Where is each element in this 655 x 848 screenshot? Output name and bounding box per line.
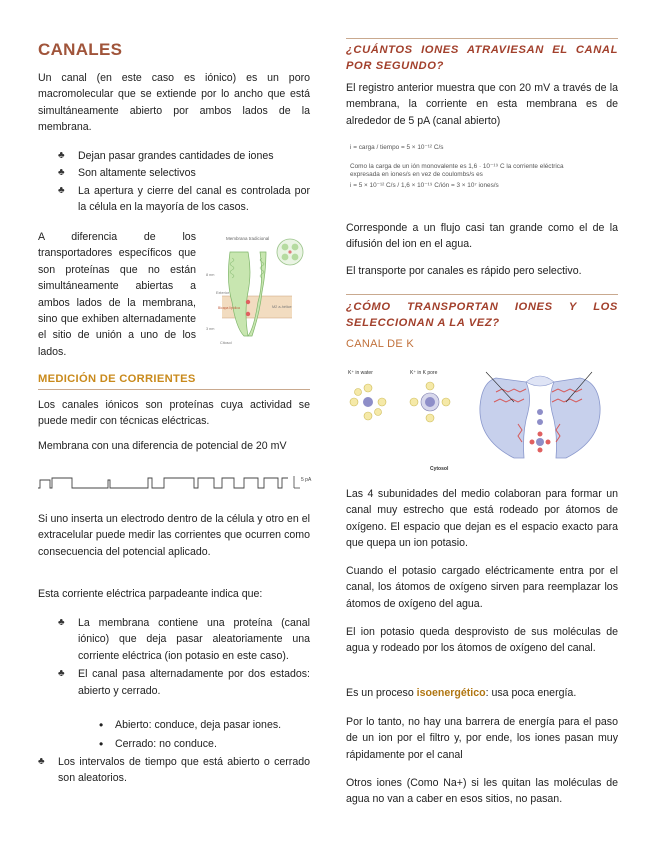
figure-label-top: Membrana tradicional	[226, 236, 270, 241]
section-divider	[38, 389, 310, 390]
cuantos-paragraph-3: El transporte por canales es rápido pero selectivo.	[346, 265, 582, 277]
channel-structure-figure	[204, 232, 308, 360]
k-channel-figure	[346, 362, 614, 474]
list-item: ♣ Dejan pasar grandes cantidades de iones	[78, 148, 310, 164]
figure-label-lipid: Bicapa lipídica	[218, 306, 240, 310]
como-paragraph-4	[346, 685, 618, 701]
isoenergetic-highlight: isoenergético	[416, 687, 486, 699]
pore-k-ion	[410, 382, 450, 422]
list-item: • Abierto: conduce, deja pasar iones.	[115, 717, 310, 733]
section-heading-como-transportan: ¿CÓMO TRANSPORTAN IONES Y LOS SELECCIONAN A LA VEZ?	[346, 301, 618, 329]
list-item: ♣ Son altamente selectivos	[78, 165, 310, 181]
cuantos-paragraph-1: El registro anterior muestra que con 20 mV a través de la membrana, la corriente en esta membrana es de alrededor de 5 pA (canal abierto)	[346, 82, 618, 127]
medicion-paragraph-2: Membrana con una diferencia de potencial de 20 mV	[38, 440, 287, 452]
como-paragraph-5: Por lo tanto, no hay una barrera de energía para el paso de un ion por el filtro y, por ende, los iones pasan muy rápidamente por el canal	[346, 716, 618, 761]
state-sub-list	[115, 717, 310, 753]
list-item: • Cerrado: no conduce.	[115, 736, 310, 752]
section-heading-cuantos-iones: ¿CUÁNTOS IONES ATRAVIESAN EL CANAL POR SEGUNDO?	[346, 44, 618, 72]
section-divider	[346, 294, 618, 295]
figure-label-side-a: 8 nm	[206, 273, 215, 277]
isoenergetic-prefix: Es un proceso	[346, 687, 417, 699]
medicion-paragraph-4: Esta corriente eléctrica parpadeante indica que:	[38, 588, 263, 600]
medicion-paragraph-1: Los canales iónicos son proteínas cuya actividad se puede medir con técnicas eléctricas.	[38, 399, 310, 428]
list-item: ♣ La apertura y cierre del canal es controlada por la célula en la mayoría de los casos.	[78, 183, 310, 216]
equation-line: expresada en iones/s en vez de coulombs/s es	[350, 171, 483, 179]
como-paragraph-6: Otros iones (Como Na+) si les quitan las moléculas de agua no van a caber en esos sitios, no pasan.	[346, 777, 618, 806]
como-paragraph-2: Cuando el potasio cargado eléctricamente entra por el canal, los átomos de oxígeno sirven para reemplazar los átomos de oxígeno del agua.	[346, 565, 618, 610]
label-cytosol: Cytosol	[430, 466, 449, 472]
cuantos-paragraph-2: Corresponde a un flujo casi tan grande como el de la difusión del ion en el agua.	[346, 222, 618, 251]
channel-properties-list	[78, 148, 310, 216]
list-item: ♣ La membrana contiene una proteína (canal iónico) que deja pasar aleatoriamente una corriente eléctrica (ion potasio en este caso).	[78, 615, 310, 664]
figure-label-side-b: 3 nm	[206, 327, 215, 331]
como-paragraph-1: Las 4 subunidades del medio colaboran para formar un canal muy estrecho que está rodeado por átomos de oxígeno. El espacio que dejan es el espacio exacto para que quepa un ion potasio.	[346, 488, 618, 550]
medicion-paragraph-3: Si uno inserta un electrodo dentro de la célula y otro en el extracelular puede medir las corrientes que ocurren como consecuencia del potencial aplicado.	[38, 513, 310, 558]
equation-line: i = 5 × 10⁻¹² C/s / 1,6 × 10⁻¹⁹ C/ión = 3 × 10⁷ iones/s	[350, 181, 499, 189]
list-item: ♣ El canal pasa alternadamente por dos estados: abierto y cerrado.	[78, 666, 310, 699]
ion-flux-equation	[350, 144, 618, 190]
figure-label-hel: M2 a-hélice	[272, 305, 292, 309]
subtitle-canal-k: CANAL DE K	[346, 338, 415, 350]
current-indications-list	[78, 615, 310, 699]
trace-scale-label: 5 pA	[301, 477, 312, 483]
random-intervals-list	[58, 754, 310, 787]
figure-label-outer: Exterior	[216, 291, 230, 295]
hydrated-k-ion	[350, 384, 386, 420]
figure-label-inner: Citosol	[220, 341, 232, 345]
label-k-in-water: K⁺ in water	[348, 370, 373, 376]
label-k-in-pore: K⁺ in K pore	[410, 370, 438, 376]
equation-line: i = carga / tiempo = 5 × 10⁻¹² C/s	[350, 144, 444, 151]
list-item: ♣ Los intervalos de tiempo que está abierto o cerrado son aleatorios.	[58, 754, 310, 787]
como-paragraph-3: El ion potasio queda desprovisto de sus moléculas de agua y rodeado por los átomos de oxígeno del canal.	[346, 626, 618, 655]
section-divider	[346, 38, 618, 39]
section-heading-medicion: MEDICIÓN DE CORRIENTES	[38, 373, 196, 385]
transporter-comparison-paragraph: A diferencia de los transportadores específicos que son proteínas que no están simultáneamente abiertas a ambos lados de la membrana, sino que exhiben alternadamente el sitio de unión a uno de los lados.	[38, 231, 196, 358]
current-trace-figure	[38, 472, 314, 492]
intro-paragraph: Un canal (en este caso es iónico) es un poro macromolecular que se extiende por lo ancho que está simultáneamente abierto por ambos lados de la membrana.	[38, 72, 310, 134]
page-title: CANALES	[38, 40, 123, 59]
isoenergetic-suffix: : usa poca energía.	[485, 687, 577, 699]
equation-line: Como la carga de un ión monovalente es 1,6 · 10⁻¹⁹ C la corriente eléctrica	[350, 162, 564, 170]
